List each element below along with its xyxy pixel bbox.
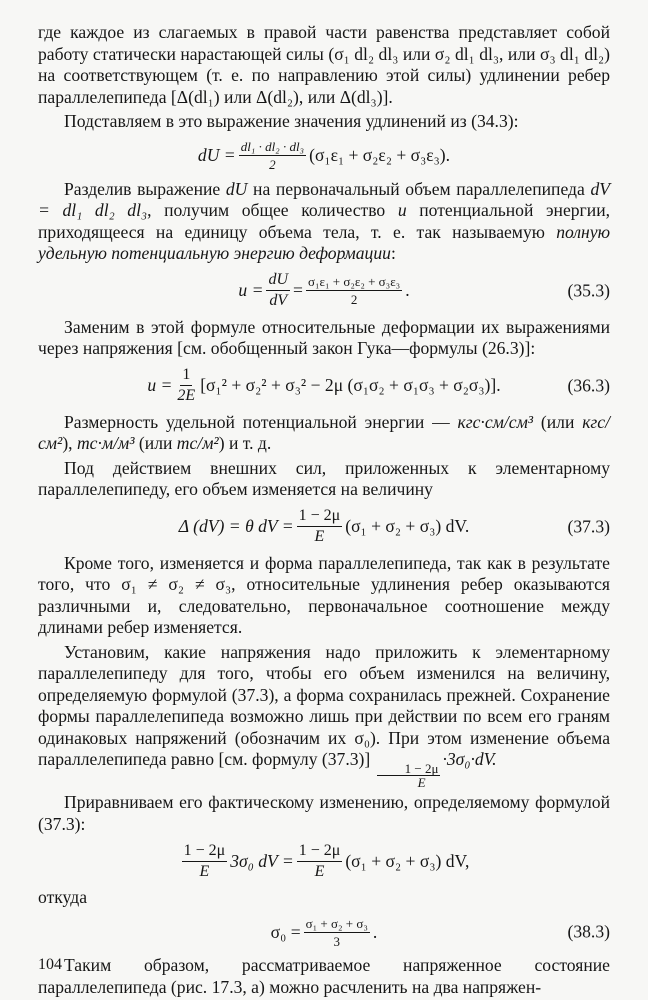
equation-36-fraction-den: 2E xyxy=(177,387,196,404)
equation-38-fraction-den: 3 xyxy=(333,933,341,949)
inline-fraction xyxy=(377,762,441,789)
equation-37-fraction-num: 1 − 2μ xyxy=(297,507,343,527)
equation-35-end: . xyxy=(405,280,410,300)
unit-ts-m-per-m3: тс·м/м³ xyxy=(76,433,135,453)
paragraph-establish-stresses-end: ·3σ₀·dV. xyxy=(442,749,497,769)
equation-35-fraction-1-num: dU xyxy=(266,271,290,291)
paragraph-divide-volume-text-d: потенциальной энергии, приходящееся на единицу объема тела, т. е. так называемую xyxy=(38,200,611,242)
equation-36-rhs: [σ₁² + σ₂² + σ₃² − 2μ (σ₁σ₂ + σ₁σ₃ + σ₂σ₃)]. xyxy=(200,375,501,395)
equation-35-fraction-1-den: dV xyxy=(269,292,288,309)
equation-equal-change xyxy=(38,837,610,885)
equation-equal-fraction-2 xyxy=(297,842,343,881)
equation-dU-lhs: dU = xyxy=(197,145,236,165)
equation-35-fraction-1 xyxy=(266,271,290,310)
paragraph-volume-change: Под действием внешних сил, приложенных к элементарному параллелепипеду, его объем изменяется на величину xyxy=(38,457,610,499)
equation-37-rhs: (σ₁ + σ₂ + σ₃) dV. xyxy=(345,516,470,536)
equation-36-fraction xyxy=(175,366,197,405)
equation-equal-fraction-1 xyxy=(182,842,228,881)
equation-equal-fraction-1-den: E xyxy=(199,862,210,880)
paragraph-substitute: Подставляем в это выражение значения удлинений из (34.3): xyxy=(64,111,519,131)
unit-kgs-per-cm2: кгс/см² xyxy=(38,411,610,453)
equation-38-fraction-num: σ₁ + σ₂ + σ₃ xyxy=(305,915,368,931)
paragraph-replace-deformations: Заменим в этой формуле относительные деформации их выражениями через напряжения [см. обобщенный закон Гука—формулы (26.3)]: xyxy=(38,316,610,358)
paragraph-establish-stresses-text: Установим, какие напряжения надо приложить к элементарному параллелепипеду для того, чтобы его объем изменился на величину, определяемую формулой (37.3), а форма сохранилась прежней. Сохранение формы параллелепипеда возможно лишь при действии по всем его граням одинаковых напряжений (обозначим их σ₀). При этом изменение объема параллелепипеда равно [см. формулу (37.3)] xyxy=(38,641,610,769)
page-number: 104 xyxy=(38,956,62,973)
paragraph-dimension-text-g: (или xyxy=(134,433,177,453)
equation-dU-fraction xyxy=(239,139,306,172)
paragraph-divide-volume-text-b: на первоначальный объем параллелепипеда xyxy=(247,178,591,199)
equation-number-35-3: (35.3) xyxy=(567,280,610,300)
equation-37-fraction xyxy=(297,507,343,546)
paragraph-shape-change: Кроме того, изменяется и форма параллелепипеда, так как в результате того, что σ₁ ≠ σ₂ ≠ σ₃, относительные удлинения ребер оказываются различными и, следовательно, первоначальное соотношение между длинами ребер изменяется. xyxy=(38,552,610,637)
equation-37-lhs: Δ (dV) = θ dV = xyxy=(178,516,294,536)
paragraph-divide-volume-text-c: , получим общее количество xyxy=(147,200,398,220)
symbol-u: u xyxy=(397,200,407,220)
equation-36-3 xyxy=(38,362,610,410)
equation-equal-rhs: (σ₁ + σ₂ + σ₃) dV, xyxy=(345,850,470,871)
paragraph-divide-volume-text-a: Разделив выражение xyxy=(64,178,226,199)
equation-equal-mid: 3σ₀ dV = xyxy=(230,850,294,871)
paragraph-establish-stresses xyxy=(38,642,610,790)
paragraph-dimension-text-i: ) и т. д. xyxy=(218,433,272,453)
equation-35-fraction-2 xyxy=(306,274,402,307)
equation-equal-fraction-1-num: 1 − 2μ xyxy=(182,842,228,862)
paragraph-divide-volume xyxy=(38,179,610,265)
equation-35-equals: = xyxy=(293,280,303,300)
paragraph-equate: Приравниваем его фактическому изменению, определяемому формулой (37.3): xyxy=(38,792,610,834)
equation-38-3 xyxy=(38,911,610,953)
equation-35-3 xyxy=(38,267,610,315)
equation-38-end: . xyxy=(372,921,378,942)
term-specific-energy: полную удельную потенциальную энергию деформации xyxy=(38,221,610,263)
equation-dU-denominator: 2 xyxy=(269,157,276,172)
word-whence: откуда xyxy=(38,887,88,907)
equation-36-fraction-num: 1 xyxy=(180,366,192,386)
paragraph-divide-volume-end: : xyxy=(390,243,396,263)
inline-fraction-den: E xyxy=(417,775,426,790)
unit-ts-per-m2: тс/м² xyxy=(176,433,219,453)
equation-equal-fraction-2-num: 1 − 2μ xyxy=(297,842,343,862)
paragraph-dimension xyxy=(38,412,610,455)
equation-equal-fraction-2-den: E xyxy=(314,862,325,880)
paragraph-dimension-text-e: ), xyxy=(62,433,77,453)
unit-kgs-cm-per-cm3: кгс·см/см³ xyxy=(457,411,534,432)
equation-35-lhs: u = xyxy=(238,280,264,300)
equation-35-fraction-2-den: 2 xyxy=(350,292,358,307)
inline-fraction-num: 1 − 2μ xyxy=(377,762,441,776)
paragraph-dimension-text-a: Размерность удельной потенциальной энергии — xyxy=(64,411,458,432)
equation-37-fraction-den: E xyxy=(314,528,325,545)
equation-dU-numerator: dl₁ · dl₂ · dl₃ xyxy=(240,139,305,154)
paragraph-work-of-forces: где каждое из слагаемых в правой части равенства представляет собой работу статически нарастающей силы (σ₁ dl₂ dl₃ или σ₂ dl₁ dl₃, или σ₃ dl₁ dl₂) на соответствующем (т. е. по направлению этой силы) удлинении ребер параллелепипеда [Δ(dl₁) или Δ(dl₂), или Δ(dl₃)]. xyxy=(38,22,610,107)
equation-dU-rhs: (σ₁ε₁ + σ₂ε₂ + σ₃ε₃). xyxy=(309,145,451,165)
paragraph-dimension-text-c: (или xyxy=(533,411,583,432)
equation-dU xyxy=(38,135,610,177)
equation-number-36-3: (36.3) xyxy=(567,375,610,395)
equation-35-fraction-2-num: σ₁ε₁ + σ₂ε₂ + σ₃ε₃ xyxy=(307,274,401,289)
equation-number-38-3: (38.3) xyxy=(567,921,610,942)
equation-37-3 xyxy=(38,503,610,551)
equation-36-lhs: u = xyxy=(147,375,173,395)
equation-number-37-3: (37.3) xyxy=(567,516,610,536)
symbol-dU: dU xyxy=(225,178,248,199)
symbol-dV-expression: dV = dl₁ dl₂ dl₃ xyxy=(38,178,610,220)
paragraph-conclusion: Таким образом, рассматриваемое напряженное состояние параллелепипеда (рис. 17.3, а) можно расчленить на два напряжен- xyxy=(38,955,610,997)
equation-38-fraction xyxy=(304,916,370,949)
equation-38-lhs: σ₀ = xyxy=(270,921,301,942)
